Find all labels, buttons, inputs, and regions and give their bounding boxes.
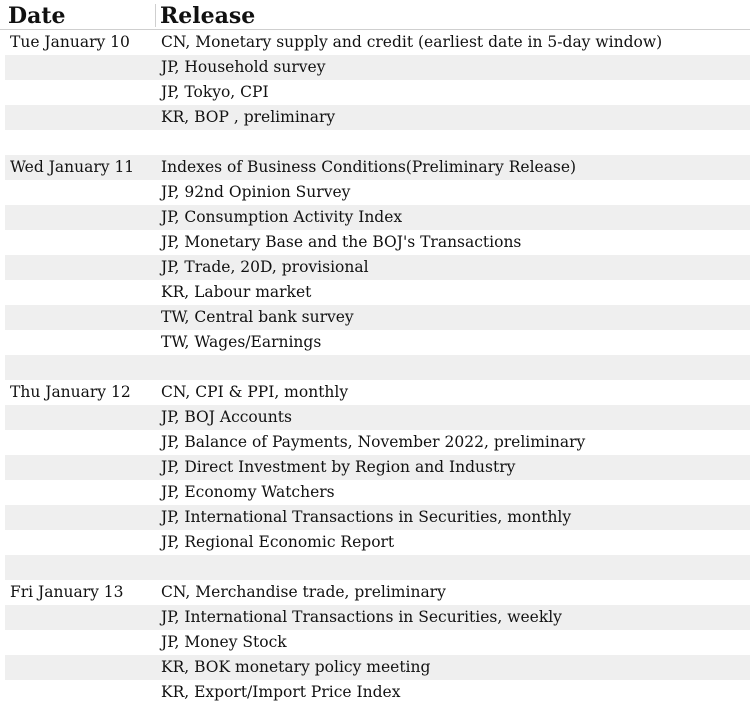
table-row xyxy=(5,330,750,355)
table-row xyxy=(5,280,750,305)
row-release: KR, Labour market xyxy=(161,283,312,301)
table-row xyxy=(5,205,750,230)
row-release: JP, International Transactions in Securities, monthly xyxy=(161,508,572,526)
row-release: JP, 92nd Opinion Survey xyxy=(161,183,351,201)
table-row xyxy=(5,405,750,430)
row-release: JP, BOJ Accounts xyxy=(161,408,292,426)
table-body xyxy=(0,30,750,705)
row-release: JP, International Transactions in Securities, weekly xyxy=(161,608,562,626)
row-release: JP, Trade, 20D, provisional xyxy=(161,258,369,276)
table-row xyxy=(5,105,750,130)
row-release: Indexes of Business Conditions(Preliminary Release) xyxy=(161,158,577,176)
table-row xyxy=(5,655,750,680)
table-header xyxy=(0,0,750,30)
row-release: JP, Household survey xyxy=(161,58,326,76)
table-row xyxy=(5,180,750,205)
release-column-header: Release xyxy=(160,3,256,29)
table-row xyxy=(5,680,750,705)
table-row xyxy=(5,255,750,280)
row-release: CN, CPI & PPI, monthly xyxy=(161,383,349,401)
row-release: JP, Consumption Activity Index xyxy=(161,208,403,226)
table-row xyxy=(5,430,750,455)
table-row xyxy=(5,480,750,505)
row-release: CN, Merchandise trade, preliminary xyxy=(161,583,446,601)
row-release: CN, Monetary supply and credit (earliest date in 5-day window) xyxy=(161,33,663,51)
table-row xyxy=(5,130,750,155)
row-release: KR, BOP , preliminary xyxy=(161,108,336,126)
header-divider xyxy=(155,4,156,27)
row-date: Wed January 11 xyxy=(10,158,135,176)
table-row xyxy=(5,230,750,255)
table-row xyxy=(5,30,750,55)
row-release: JP, Monetary Base and the BOJ's Transactions xyxy=(161,233,522,251)
row-date: Tue January 10 xyxy=(10,33,130,51)
row-release: TW, Wages/Earnings xyxy=(161,333,322,351)
row-date: Fri January 13 xyxy=(10,583,124,601)
row-release: KR, BOK monetary policy meeting xyxy=(161,658,431,676)
row-release: TW, Central bank survey xyxy=(161,308,354,326)
table-row xyxy=(5,580,750,605)
table-row xyxy=(5,80,750,105)
row-release: JP, Economy Watchers xyxy=(161,483,335,501)
table-row xyxy=(5,355,750,380)
table-row xyxy=(5,505,750,530)
row-release: JP, Tokyo, CPI xyxy=(161,83,269,101)
row-release: JP, Money Stock xyxy=(161,633,287,651)
table-row xyxy=(5,455,750,480)
table-row xyxy=(5,55,750,80)
table-row xyxy=(5,155,750,180)
date-column-header: Date xyxy=(8,3,66,29)
row-release: KR, Export/Import Price Index xyxy=(161,683,401,701)
row-date: Thu January 12 xyxy=(10,383,131,401)
table-row xyxy=(5,530,750,555)
row-release: JP, Regional Economic Report xyxy=(161,533,395,551)
table-row xyxy=(5,555,750,580)
row-release: JP, Balance of Payments, November 2022, preliminary xyxy=(161,433,586,451)
table-row xyxy=(5,605,750,630)
table-row xyxy=(5,630,750,655)
row-release: JP, Direct Investment by Region and Industry xyxy=(161,458,516,476)
table-row xyxy=(5,380,750,405)
table-row xyxy=(5,305,750,330)
